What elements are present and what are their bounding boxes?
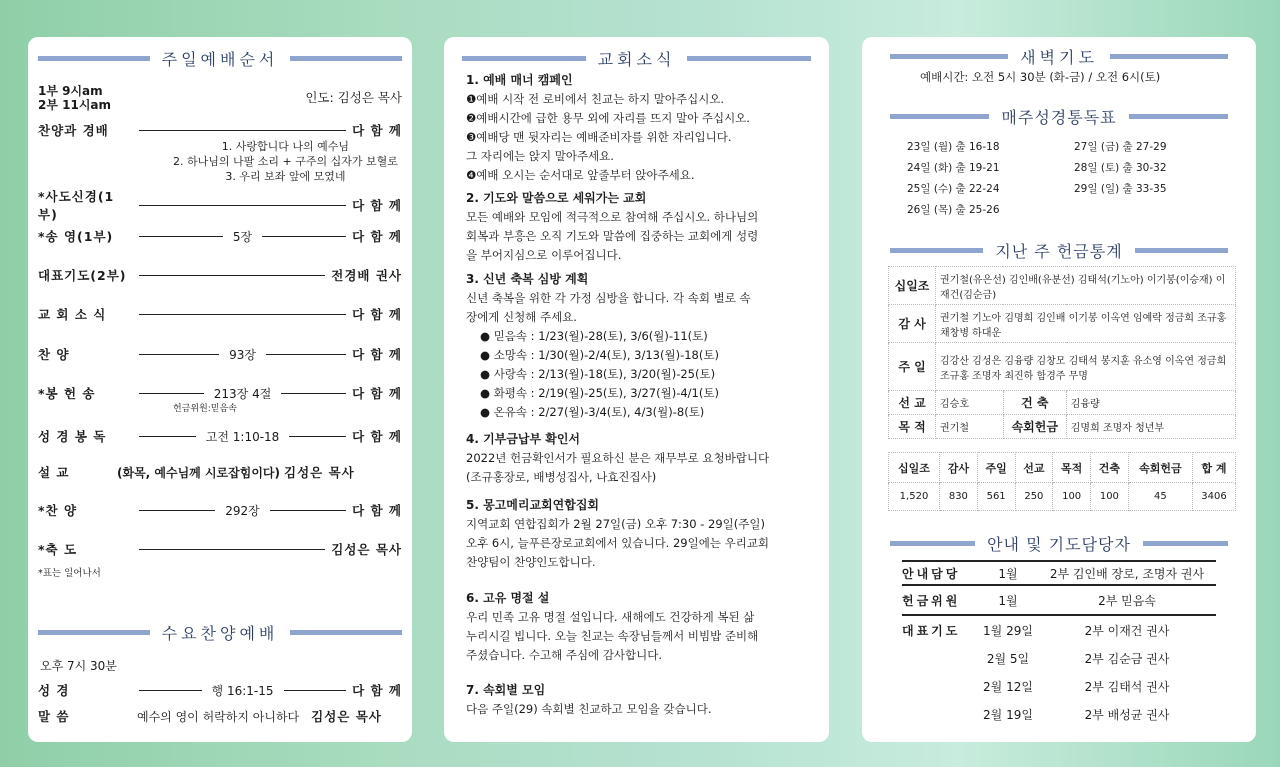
news-item-6: 6. 고유 명절 설 우리 민족 고유 명절 설입니다. 새해에도 건강하게 복된 삶 누리시길 빕니다. 오늘 친교는 속장님들께서 비빔밥 준비해 주셨습니다. 수고해 주심에 감사합니다. [466, 591, 759, 662]
service-time-1: 1부 9시am [38, 84, 103, 98]
order-row: *찬 양 292장 다 함 께 [38, 503, 402, 518]
prayer-offering-panel [862, 37, 1256, 742]
wednesday-time: 오후 7시 30분 [40, 659, 117, 673]
schedule-row: 안내담당 1월 2부 김인배 장로, 조명자 권사 [902, 560, 1216, 586]
schedule-row: 헌금위원 1월 2부 믿음속 [902, 586, 1216, 616]
church-news-panel [444, 37, 829, 742]
news-item-7: 7. 속회별 모임 다음 주일(29) 속회별 친교하고 모임을 갖습니다. [466, 683, 712, 716]
schedule-row: 2월 19일 2부 배성균 권사 [983, 707, 1170, 722]
schedule-row: 대표기도 1월 29일 2부 이재건 권사 [902, 623, 1170, 638]
stand-note: *표는 일어나서 [38, 568, 101, 579]
schedule-row: 2월 5일 2부 김순금 권사 [986, 651, 1170, 666]
order-row: 교 회 소 식 다 함 께 [38, 307, 402, 322]
totals-header-row: 십일조 감사 주일 선교 목적 건축 속회헌금 합 계 [889, 453, 1236, 483]
dawn-prayer-time: 예배시간: 오전 5시 30분 (화-금) / 오전 6시(토) [920, 70, 1161, 84]
totals-value-row: 1,520 830 561 250 100 100 45 3406 [889, 483, 1236, 511]
offering-note: 헌금위원:믿음속 [173, 404, 237, 414]
offering-row: 감 사 권기철 기노아 김명희 김인배 이기봉 이옥연 임예락 정금희 조규홍 채창병 하대운 [889, 305, 1236, 343]
order-row: 대표기도(2부) 전경배 권사 [38, 268, 402, 283]
praise-song-list: 1. 사랑합니다 나의 예수님 2. 하나님의 나팔 소리 + 구주의 십자가 보혈로 3. 우리 보좌 앞에 모였네 [173, 140, 398, 183]
order-row: 찬양과 경배 다 함 께 [38, 123, 402, 138]
wednesday-service-title: 수요찬양예배 [38, 621, 402, 644]
service-time-2: 2부 11시am [38, 98, 112, 112]
offering-row: 십일조 권기철(유은선) 김인배(유분선) 김태석(기노아) 이기봉(이승재) 이재건(김순금) [889, 267, 1236, 305]
church-news-title: 교회소식 [462, 47, 811, 70]
offering-row: 선 교 김승호 건 축 김융량 [889, 391, 1236, 415]
order-row: *축 도 김성은 목사 [38, 542, 402, 557]
offering-names-table [888, 266, 1236, 439]
dawn-prayer-title: 새벽기도 [890, 45, 1228, 68]
news-item-3: 3. 신년 축복 심방 계획 신년 축복을 위한 각 가정 심방을 합니다. 각 속회 별로 속 장에게 신청해 주세요. ● 믿음속 : 1/23(월)-28(토), 3/6(월)-11(토) ● 소망속 : 1/30(월)-2/4(토), 3/13(월)-18(토) ● 사랑속 : 2/13(월)-18(토), 3/20(월)-25(토) ● 화평속 : 2/19(월)-25(토), 3/27(월)-4/1(토) ● 온유속 : 2/27(월)-3/4(토), 4/3(월)-8(토) [466, 272, 751, 419]
guide-schedule [902, 560, 1216, 728]
offering-row: 목 적 권기철 속회헌금 김명희 조명자 청년부 [889, 415, 1236, 439]
wednesday-row: 말 씀 예수의 영이 허락하지 아니하다 김성은 목사 [38, 709, 382, 724]
worship-order-title: 주일예배순서 [38, 47, 402, 70]
worship-order-panel [28, 37, 412, 742]
news-item-5: 5. 몽고메리교회연합집회 지역교회 연합집회가 2월 27일(금) 오후 7:30 - 29일(주일) 오후 6시, 늘푸른장로교회에서 있습니다. 29일에는 우리교회 찬양팀이 찬양인도합니다. [466, 498, 770, 569]
order-row: *사도신경(1부) 다 함 께 [38, 189, 402, 222]
news-item-1: 1. 예배 매너 캠페인 ❶예배 시작 전 로비에서 친교는 하지 말아주십시오. ❷예배시간에 급한 용무 외에 자리를 뜨지 말아 주십시오. ❸예배당 맨 뒷자리는 예배준비자를 위한 자리입니다. 그 자리에는 앉지 말아주세요. ❹예배 오시는 순서대로 앞줄부터 앉아주세요. [466, 73, 750, 182]
offering-row: 주 일 김강산 김성은 김융량 김창모 김태석 봉지훈 유소영 이옥연 정금희 조규홍 조명자 최진하 함경주 무명 [889, 343, 1236, 391]
offering-totals-table [888, 452, 1236, 511]
order-row: 성 경 봉 독 고전 1:10-18 다 함 께 [38, 429, 403, 444]
news-item-2: 2. 기도와 말씀으로 세워가는 교회 모든 예배와 모임에 적극적으로 참여해 주십시오. 하나님의 회복과 부흥은 오직 기도와 말씀에 집중하는 교회에게 성령 을 부어지심으로 이루어집니다. [466, 191, 759, 262]
order-row: *봉 헌 송 213장 4절 다 함 께 [38, 386, 403, 401]
guide-prayer-title: 안내 및 기도담당자 [890, 532, 1228, 555]
order-row: *송 영(1부) 5장 다 함 께 [38, 229, 403, 244]
order-row: 찬 양 93장 다 함 께 [38, 347, 402, 362]
offering-stats-title: 지난 주 헌금통계 [890, 239, 1228, 262]
worship-leader: 인도: 김성은 목사 [305, 90, 402, 105]
bible-reading-title: 매주성경통독표 [890, 105, 1228, 128]
bible-reading-left: 23일 (월) 출 16-18 24일 (화) 출 19-21 25일 (수) 출 22-24 26일 (목) 출 25-26 [907, 141, 1000, 216]
schedule-row: 2월 12일 2부 김태석 권사 [983, 679, 1170, 694]
news-item-4: 4. 기부금납부 확인서 2022년 헌금확인서가 필요하신 분은 재무부로 요청바랍니다 (조규홍장로, 배병성집사, 나효진집사) [466, 432, 770, 484]
order-row: 설 교 (화목, 예수님께 시로잡힘이다) 김성은 목사 [38, 465, 355, 480]
wednesday-row: 성 경 행 16:1-15 다 함 께 [38, 683, 402, 698]
bible-reading-right: 27일 (금) 출 27-29 28일 (토) 출 30-32 29일 (일) 출 33-35 [1074, 141, 1167, 195]
